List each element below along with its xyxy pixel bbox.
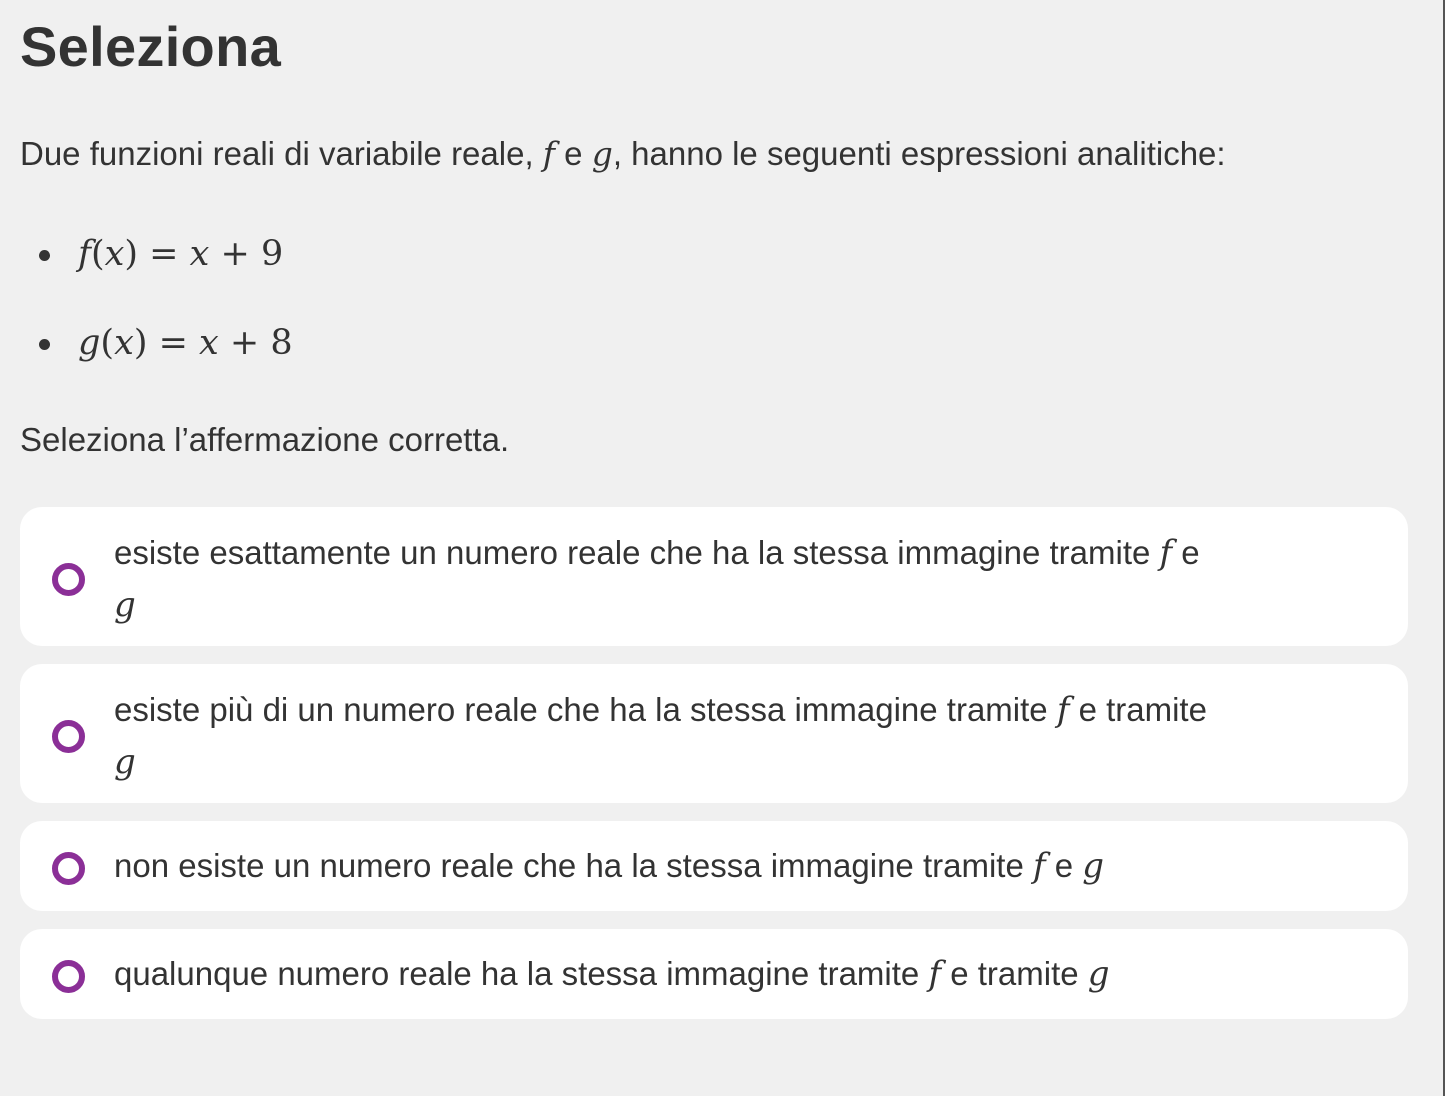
function-item-f [20, 229, 620, 279]
option-4-text-tail: e tramite [941, 955, 1088, 992]
page-title: Seleziona [20, 15, 282, 78]
option-1-f-symbol: f [1159, 533, 1173, 573]
option-4-g-symbol: g [1087, 954, 1110, 994]
function-variable: x [114, 323, 134, 363]
equals-sign: = [138, 234, 190, 274]
option-1-line-1 [114, 527, 1384, 579]
option-2-g-symbol: g [114, 742, 136, 782]
option-2-line-1 [114, 684, 1394, 736]
answer-option-3-text [114, 840, 1384, 892]
option-2-f-symbol: f [1056, 690, 1070, 730]
option-1-text-tail: e [1172, 534, 1200, 571]
function-g-expression [78, 318, 293, 368]
radio-button-4[interactable] [52, 960, 85, 993]
answer-option-1[interactable] [20, 507, 1408, 646]
answer-option-4[interactable] [20, 929, 1408, 1019]
answer-option-3[interactable] [20, 821, 1408, 911]
radio-button-3[interactable] [52, 852, 85, 885]
function-f-expression [78, 229, 283, 279]
bullet-dot-icon [39, 250, 50, 261]
option-3-g-symbol: g [1082, 846, 1105, 886]
answer-option-2[interactable] [20, 664, 1408, 803]
answer-option-2-text [114, 684, 1394, 788]
option-2-line-2 [114, 736, 1394, 788]
intro-before: Due funzioni reali di variabile reale, [20, 135, 543, 172]
plus-sign: + [218, 323, 271, 363]
radio-button-1[interactable] [52, 563, 85, 596]
answer-option-4-text [114, 948, 1384, 1000]
intro-f-symbol: f [542, 134, 555, 173]
rhs-variable: x [199, 323, 219, 363]
option-3-text-start: non esiste un numero reale che ha la stessa immagine tramite [114, 847, 1033, 884]
function-variable: x [104, 234, 125, 274]
intro-after: , hanno le seguenti espressioni analitiche: [612, 135, 1226, 172]
intro-text [20, 132, 1226, 176]
option-1-line-2 [114, 579, 1384, 631]
function-constant: 8 [270, 323, 293, 363]
function-name: g [78, 323, 101, 363]
paren-close: ) [133, 323, 148, 363]
option-2-text-start: esiste più di un numero reale che ha la stessa immagine tramite [114, 691, 1057, 728]
plus-sign: + [209, 234, 261, 274]
paren-open: ( [100, 323, 115, 363]
option-1-text-start: esiste esattamente un numero reale che ha la stessa immagine tramite [114, 534, 1160, 571]
intro-g-symbol: g [591, 134, 613, 173]
function-constant: 9 [260, 234, 284, 274]
paren-close: ) [124, 234, 139, 274]
option-1-g-symbol: g [114, 585, 136, 625]
intro-and: e [555, 135, 592, 172]
equals-sign: = [147, 323, 200, 363]
paren-open: ( [90, 234, 105, 274]
answer-option-1-text [114, 527, 1384, 631]
function-name: f [78, 234, 91, 274]
bullet-dot-icon [39, 339, 50, 350]
rhs-variable: x [189, 234, 210, 274]
option-2-text-tail: e tramite [1069, 691, 1207, 728]
option-4-f-symbol: f [928, 954, 942, 994]
option-3-f-symbol: f [1032, 846, 1046, 886]
option-4-text-start: qualunque numero reale ha la stessa immagine tramite [114, 955, 929, 992]
radio-button-2[interactable] [52, 720, 85, 753]
option-3-text-tail: e [1045, 847, 1083, 884]
function-item-g [20, 318, 620, 368]
question-prompt: Seleziona l’affermazione corretta. [20, 421, 510, 458]
